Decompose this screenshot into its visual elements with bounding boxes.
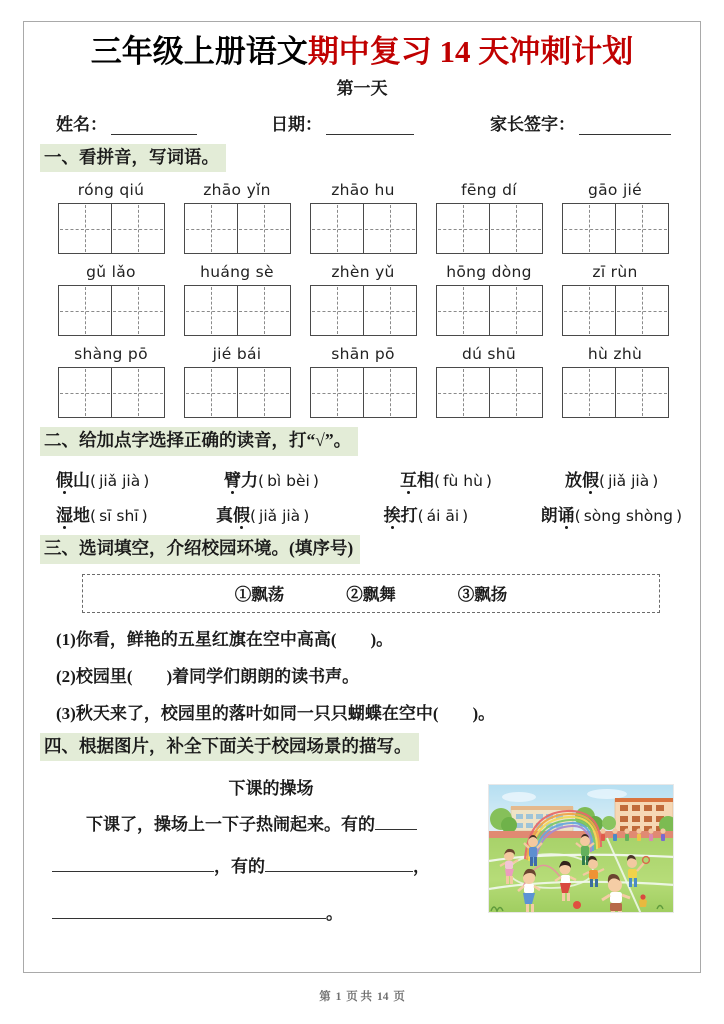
- tianzi-grid[interactable]: [562, 367, 669, 418]
- tianzi-grid[interactable]: [58, 285, 165, 336]
- dotted-char: 互: [400, 466, 417, 491]
- footer-suffix: 页: [393, 991, 405, 1003]
- essay-line-2-mid: ，有的: [214, 857, 265, 877]
- essay-line-1[interactable]: [52, 810, 490, 835]
- tianzi-grid[interactable]: [436, 285, 543, 336]
- page-title: [38, 32, 686, 72]
- tianzi-cell[interactable]: [363, 204, 416, 253]
- dotted-char: 假: [582, 466, 599, 491]
- pinyin-item: [430, 263, 548, 336]
- pinyin-text: zhāo yǐn: [203, 181, 271, 200]
- essay-blank[interactable]: [375, 816, 417, 830]
- date-field-blank[interactable]: [326, 120, 414, 135]
- pronunciation-options[interactable]: ( bì bèi ): [258, 471, 319, 490]
- word-suffix: 打: [400, 505, 418, 525]
- tianzi-cell[interactable]: [237, 204, 290, 253]
- pinyin-item: [556, 345, 674, 418]
- section-4-heading: 四、根据图片，补全下面关于校园场景的描写。: [40, 733, 419, 762]
- pinyin-text: zhèn yǔ: [331, 263, 395, 282]
- date-field[interactable]: [271, 110, 414, 135]
- section-4-body: [38, 774, 686, 924]
- word-suffix: 地: [73, 505, 90, 525]
- tianzi-cell[interactable]: [311, 368, 363, 417]
- pronunciation-options[interactable]: ( fù hù ): [434, 471, 492, 490]
- tianzi-cell[interactable]: [111, 368, 164, 417]
- pinyin-text: gāo jié: [588, 181, 642, 200]
- footer-page-number: 1: [335, 991, 342, 1003]
- tianzi-cell[interactable]: [311, 204, 363, 253]
- pronunciation-options[interactable]: ( jiǎ jià ): [249, 506, 310, 525]
- pronunciation-options[interactable]: ( jiǎ jià ): [599, 471, 659, 490]
- title-red-part: 期中复习 14 天冲刺计划: [307, 34, 634, 69]
- footer-prefix: 第: [319, 991, 331, 1003]
- dotted-char: 假: [233, 501, 250, 526]
- tianzi-grid[interactable]: [310, 367, 417, 418]
- pinyin-text: róng qiú: [77, 181, 145, 200]
- word-suffix: 力: [241, 470, 258, 490]
- pronunciation-item[interactable]: [56, 501, 216, 526]
- essay-title: 下课的操场: [228, 779, 314, 799]
- tianzi-grid[interactable]: [310, 285, 417, 336]
- footer-total-pages: 14: [376, 991, 389, 1003]
- pinyin-item: [556, 181, 674, 254]
- pronunciation-item[interactable]: [224, 466, 400, 491]
- pinyin-item: [430, 181, 548, 254]
- parent-signature-field[interactable]: [490, 110, 671, 135]
- pronunciation-item[interactable]: [541, 501, 682, 526]
- tianzi-cell[interactable]: [59, 286, 111, 335]
- tianzi-cell[interactable]: [489, 368, 542, 417]
- tianzi-cell[interactable]: [437, 286, 489, 335]
- footer-mid: 页 共: [346, 991, 373, 1003]
- tianzi-cell[interactable]: [111, 204, 164, 253]
- pinyin-item: [52, 181, 170, 254]
- pinyin-text: zī rùn: [592, 263, 638, 282]
- pinyin-text: fēng dí: [461, 181, 517, 200]
- date-field-label: 日期：: [271, 114, 322, 134]
- pinyin-item: [178, 181, 296, 254]
- pronunciation-item[interactable]: [56, 466, 224, 491]
- tianzi-grid[interactable]: [184, 367, 291, 418]
- tianzi-cell[interactable]: [489, 204, 542, 253]
- essay-blank[interactable]: [52, 858, 214, 872]
- name-field-blank[interactable]: [111, 120, 197, 135]
- fill-sentence-1[interactable]: (1)你看，鲜艳的五星红旗在空中高高( )。: [56, 629, 394, 649]
- essay-blank[interactable]: [52, 905, 326, 919]
- word-prefix: 放: [565, 470, 582, 490]
- tianzi-cell[interactable]: [185, 286, 237, 335]
- page-subtitle: 第一天: [336, 78, 388, 98]
- pinyin-row-2: [38, 263, 686, 336]
- pronunciation-row-2: [38, 501, 686, 526]
- pinyin-item: [304, 181, 422, 254]
- word-suffix: 相: [417, 470, 434, 490]
- essay-line-2[interactable]: [52, 852, 494, 877]
- tianzi-cell[interactable]: [437, 368, 489, 417]
- tianzi-cell[interactable]: [237, 286, 290, 335]
- tianzi-cell[interactable]: [363, 368, 416, 417]
- tianzi-cell[interactable]: [437, 204, 489, 253]
- parent-signature-blank[interactable]: [579, 120, 671, 135]
- pinyin-item: [430, 345, 548, 418]
- pinyin-text: huáng sè: [200, 263, 274, 282]
- pinyin-text: jié bái: [212, 345, 262, 364]
- dotted-char: 臂: [224, 466, 241, 491]
- word-bank-option[interactable]: ③飘扬: [457, 584, 508, 604]
- tianzi-cell[interactable]: [489, 286, 542, 335]
- tianzi-cell[interactable]: [563, 368, 615, 417]
- word-bank-box: [82, 574, 660, 613]
- fill-sentence-3[interactable]: (3)秋天来了，校园里的落叶如同一只只蝴蝶在空中( )。: [56, 703, 496, 723]
- name-field-label: 姓名：: [56, 114, 107, 134]
- pinyin-item: [178, 263, 296, 336]
- pinyin-text: dú shū: [461, 345, 517, 364]
- pinyin-text: shàng pō: [74, 345, 148, 364]
- playground-scene-illustration: [488, 784, 674, 913]
- tianzi-cell[interactable]: [59, 204, 111, 253]
- pinyin-text: gǔ lǎo: [86, 263, 136, 282]
- pronunciation-options[interactable]: ( jiǎ jià ): [90, 471, 150, 490]
- tianzi-grid[interactable]: [436, 367, 543, 418]
- fill-sentence-2[interactable]: (2)校园里( )着同学们朗朗的读书声。: [56, 666, 360, 686]
- word-bank-option[interactable]: ②飘舞: [346, 584, 396, 604]
- tianzi-grid[interactable]: [184, 285, 291, 336]
- word-bank-option[interactable]: ①飘荡: [234, 584, 285, 604]
- pronunciation-item[interactable]: [384, 501, 541, 526]
- title-black-part: 三年级上册语文: [90, 34, 308, 69]
- tianzi-grid[interactable]: [310, 203, 417, 254]
- worksheet-page: [23, 21, 701, 973]
- tianzi-grid[interactable]: [562, 203, 669, 254]
- pronunciation-options[interactable]: ( sòng shòng ): [574, 506, 682, 525]
- tianzi-cell[interactable]: [615, 286, 668, 335]
- tianzi-cell[interactable]: [615, 204, 668, 253]
- word-suffix: 山: [73, 470, 90, 490]
- parent-signature-label: 家长签字：: [490, 114, 575, 134]
- tianzi-grid[interactable]: [58, 367, 165, 418]
- name-field[interactable]: [56, 110, 197, 135]
- dotted-char: 湿: [56, 501, 73, 526]
- pinyin-text: shān pō: [331, 345, 395, 364]
- page-footer: [0, 988, 724, 1004]
- dotted-char: 挨: [384, 501, 401, 526]
- tianzi-grid[interactable]: [436, 203, 543, 254]
- pinyin-item: [52, 345, 170, 418]
- section-1-heading: 一、看拼音，写词语。: [40, 144, 226, 173]
- tianzi-cell[interactable]: [311, 286, 363, 335]
- tianzi-grid[interactable]: [184, 203, 291, 254]
- pronunciation-options[interactable]: ( sī shī ): [90, 506, 148, 525]
- pronunciation-item[interactable]: [216, 501, 384, 526]
- dotted-char: 假: [56, 466, 73, 491]
- essay-line-2-end: ，: [413, 857, 430, 877]
- pronunciation-item[interactable]: [565, 466, 658, 491]
- scene-svg: [489, 785, 674, 913]
- tianzi-cell[interactable]: [563, 204, 615, 253]
- pronunciation-row-1: [38, 466, 686, 491]
- tianzi-grid[interactable]: [58, 203, 165, 254]
- tianzi-cell[interactable]: [185, 368, 237, 417]
- pinyin-item: [178, 345, 296, 418]
- pinyin-row-3: [38, 345, 686, 418]
- tianzi-cell[interactable]: [185, 204, 237, 253]
- tianzi-cell[interactable]: [363, 286, 416, 335]
- section-2-heading: 二、给加点字选择正确的读音，打“√”。: [40, 427, 358, 456]
- pinyin-text: hù zhù: [587, 345, 643, 364]
- essay-line-3-end: 。: [326, 904, 343, 924]
- tianzi-cell[interactable]: [237, 368, 290, 417]
- pronunciation-options[interactable]: ( ái āi ): [417, 506, 469, 525]
- section-3-heading: 三、选词填空，介绍校园环境。(填序号): [40, 535, 360, 564]
- pinyin-text: hōng dòng: [446, 263, 532, 282]
- meta-fields-row: [38, 110, 686, 135]
- tianzi-grid[interactable]: [562, 285, 669, 336]
- tianzi-cell[interactable]: [615, 368, 668, 417]
- pinyin-item: [556, 263, 674, 336]
- tianzi-cell[interactable]: [563, 286, 615, 335]
- page-inner: [24, 22, 700, 924]
- dotted-char: 诵: [558, 501, 575, 526]
- essay-blank[interactable]: [265, 858, 413, 872]
- word-prefix: 真: [215, 505, 233, 525]
- pinyin-row-1: [38, 181, 686, 254]
- pinyin-item: [52, 263, 170, 336]
- essay-line-1-text: 下课了，操场上一下子热闹起来。有的: [86, 815, 375, 835]
- pinyin-item: [304, 345, 422, 418]
- pronunciation-item[interactable]: [400, 466, 565, 491]
- pinyin-item: [304, 263, 422, 336]
- pinyin-text: zhāo hu: [331, 181, 395, 200]
- tianzi-cell[interactable]: [59, 368, 111, 417]
- tianzi-cell[interactable]: [111, 286, 164, 335]
- word-prefix: 朗: [540, 505, 558, 525]
